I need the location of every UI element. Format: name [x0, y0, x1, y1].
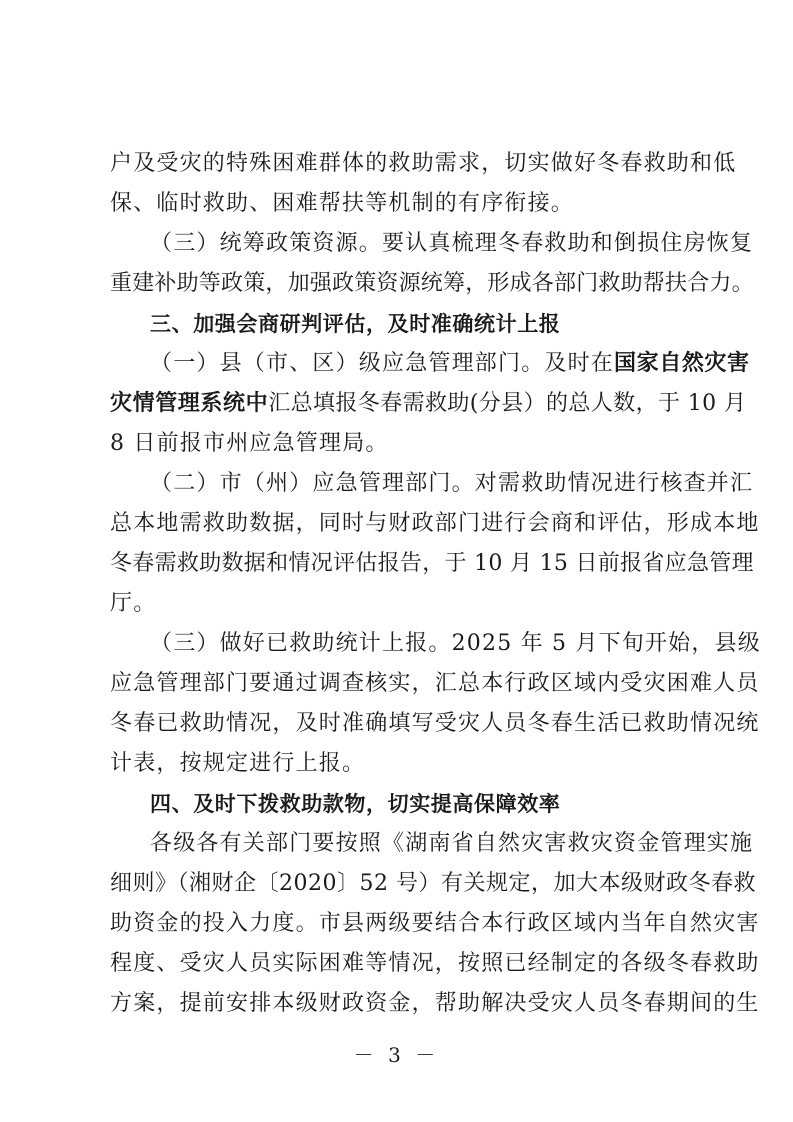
- heading-text: 三、加强会商研判评估，及时准确统计上报: [150, 312, 561, 336]
- body-line: [150, 344, 793, 384]
- body-line: [110, 744, 793, 784]
- body-text: 冬春需救助数据和情况评估报告，于 10 月 15 日前报省应急管理: [110, 551, 754, 576]
- body-text: （三）做好已救助统计上报。2025 年 5 月下旬开始，县级: [150, 631, 761, 656]
- emphasis-text: 灾情管理系统中: [110, 391, 269, 416]
- body-text: 计表，按规定进行上报。: [110, 751, 366, 776]
- body-text: 8 日前报市州应急管理局。: [110, 431, 389, 456]
- body-text: 各级各有关部门要按照《湖南省自然灾害救灾资金管理实施: [150, 831, 754, 856]
- body-line: [110, 384, 793, 424]
- body-line: [150, 224, 793, 264]
- section-heading-4: [150, 784, 793, 824]
- body-line: [110, 864, 793, 904]
- body-line: [110, 984, 793, 1024]
- body-text: 冬春已救助情况，及时准确填写受灾人员冬春生活已救助情况统: [110, 711, 760, 736]
- section-heading-3: [150, 304, 793, 344]
- heading-text: 四、及时下拨救助款物，切实提高保障效率: [150, 792, 561, 816]
- emphasis-text: 国家自然灾害: [614, 351, 750, 376]
- body-line: [110, 264, 793, 304]
- body-text: （三）统筹政策资源。要认真梳理冬春救助和倒损住房恢复: [150, 231, 754, 256]
- body-line: [110, 584, 793, 624]
- body-line: [110, 904, 793, 944]
- body-line: [110, 504, 793, 544]
- body-text: 细则》（湘财企〔2020〕52 号）有关规定，加大本级财政冬春救: [110, 871, 756, 896]
- body-line: [150, 824, 793, 864]
- body-text: 重建补助等政策，加强政策资源统筹，形成各部门救助帮扶合力。: [110, 271, 754, 296]
- body-line: [110, 664, 793, 704]
- body-line: [150, 464, 793, 504]
- body-text: （一）县（市、区）级应急管理部门。及时在: [150, 351, 615, 376]
- body-line: [110, 184, 793, 224]
- body-line: [110, 424, 793, 464]
- body-text: 总本地需救助数据，同时与财政部门进行会商和评估，形成本地: [110, 511, 760, 536]
- body-text: 厅。: [110, 591, 157, 616]
- body-text: 汇总填报冬春需救助(分县）的总人数，于 10 月: [268, 391, 747, 416]
- body-line: [110, 544, 793, 584]
- body-line: [110, 944, 793, 984]
- body-text: 方案，提前安排本级财政资金，帮助解决受灾人员冬春期间的生: [110, 991, 760, 1016]
- body-text: （二）市（州）应急管理部门。对需救助情况进行核查并汇: [150, 471, 754, 496]
- body-line: [110, 704, 793, 744]
- body-text: 助资金的投入力度。市县两级要结合本行政区域内当年自然灾害: [110, 911, 760, 936]
- body-line: [150, 624, 793, 664]
- body-text: 应急管理部门要通过调查核实，汇总本行政区域内受灾困难人员: [110, 671, 760, 696]
- body-text: 户及受灾的特殊困难群体的救助需求，切实做好冬春救助和低: [110, 151, 737, 176]
- body-text: 程度、受灾人员实际困难等情况，按照已经制定的各级冬春救助: [110, 951, 760, 976]
- body-line: [110, 144, 793, 184]
- body-text: 保、临时救助、困难帮扶等机制的有序衔接。: [110, 191, 575, 216]
- page-number: － 3 －: [353, 1043, 440, 1067]
